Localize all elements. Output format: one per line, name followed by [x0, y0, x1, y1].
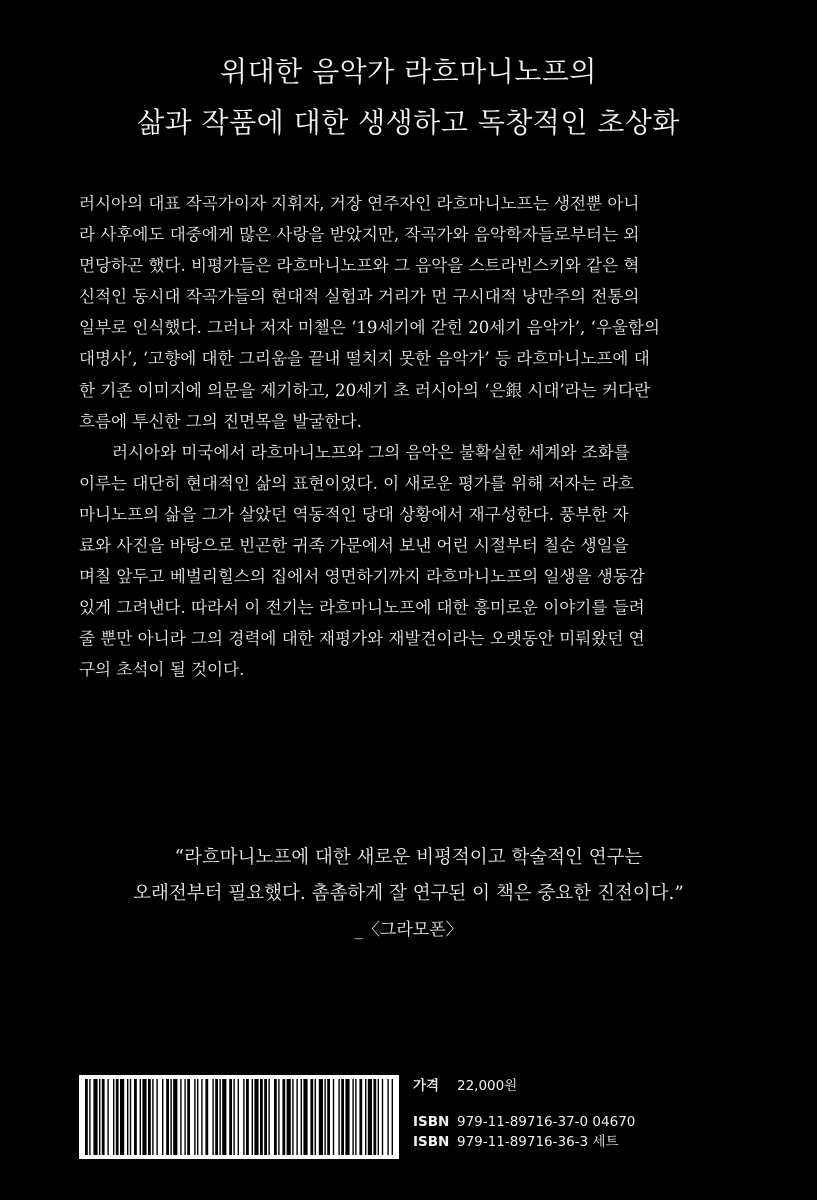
- barcode-bar: [187, 1079, 190, 1155]
- barcode-bar: [116, 1079, 119, 1155]
- barcode-bar: [140, 1079, 141, 1155]
- barcode-bar: [252, 1079, 253, 1155]
- barcode-bar: [274, 1079, 277, 1155]
- barcode-bar: [107, 1079, 108, 1155]
- barcode-bar: [296, 1079, 297, 1155]
- barcode-bar: [355, 1079, 356, 1155]
- barcode-bar: [278, 1079, 279, 1155]
- barcode-bar: [260, 1079, 263, 1155]
- barcode-bar: [212, 1079, 213, 1155]
- barcode-bar: [238, 1079, 239, 1155]
- barcode-bar: [99, 1079, 100, 1155]
- paragraph-2-line: 있게 그려낸다. 따라서 이 전기는 라흐마니노프에 대한 흥미로운 이야기를 들려: [79, 598, 645, 618]
- barcode-bar: [233, 1079, 234, 1155]
- barcode-bar: [382, 1079, 383, 1155]
- barcode-bar: [229, 1079, 232, 1155]
- barcode-bar: [287, 1079, 291, 1155]
- barcode-bar: [246, 1079, 249, 1155]
- barcode-bar: [127, 1079, 128, 1155]
- barcode-bar: [201, 1079, 202, 1155]
- paragraph-1-line: 일부로 인식했다. 그러나 저자 미첼은 ‘19세기에 갇힌 20세기 음악가’, ‘우울함의: [79, 318, 660, 338]
- barcode-bar: [324, 1079, 325, 1155]
- barcode-bar: [254, 1079, 258, 1155]
- barcode-bar: [148, 1079, 151, 1155]
- headline-line-2: 삶과 작품에 대한 생생하고 독창적인 초상화: [137, 106, 680, 139]
- paragraph-1-line: 한 기존 이미지에 의문을 제기하고, 20세기 초 러시아의 ‘은銀 시대’라는 커다란: [79, 380, 651, 400]
- quote-line-2: 오래전부터 필요했다. 촘촘하게 잘 연구된 이 책은 중요한 진전이다.”: [133, 883, 684, 904]
- review-quote: [0, 840, 817, 948]
- barcode-bar: [387, 1079, 388, 1155]
- quote-line-1: “라흐마니노프에 대한 새로운 비평적이고 학술적인 연구는: [174, 847, 643, 868]
- barcode-bar: [130, 1079, 131, 1155]
- barcode-bar: [222, 1079, 226, 1155]
- barcode-bar: [392, 1079, 393, 1155]
- paragraph-2-line: 줄 뿐만 아니라 그의 경력에 대한 재평가와 재발견이라는 오랫동안 미뤄왔던 연: [79, 629, 645, 649]
- isbn-label: ISBN: [413, 1114, 450, 1130]
- price-value: 22,000원: [457, 1078, 518, 1094]
- barcode-bar: [142, 1079, 146, 1155]
- barcode-bar: [333, 1079, 334, 1155]
- barcode-bar: [166, 1079, 169, 1155]
- barcode-bar: [319, 1079, 323, 1155]
- barcode-bar: [315, 1079, 316, 1155]
- paragraph-2-line: 마니노프의 삶을 그가 살았던 역동적인 당대 상황에서 재구성한다. 풍부한 자: [79, 504, 629, 524]
- barcode-bar: [268, 1079, 269, 1155]
- barcode-bar: [113, 1079, 114, 1155]
- barcode-bar: [338, 1079, 339, 1155]
- barcode-bar: [345, 1079, 349, 1155]
- barcode-bar: [162, 1079, 163, 1155]
- barcode-bar: [180, 1079, 181, 1155]
- isbn-set-value: 979-11-89716-36-3 세트: [457, 1134, 619, 1150]
- barcode-bar: [184, 1079, 185, 1155]
- barcode-bar: [219, 1079, 220, 1155]
- isbn-set-row: [413, 1132, 635, 1152]
- price-row: [413, 1076, 635, 1096]
- barcode-bar: [264, 1079, 267, 1155]
- barcode-bar: [120, 1079, 124, 1155]
- barcode-bar: [327, 1079, 330, 1155]
- barcode-bar: [134, 1079, 137, 1155]
- barcode-bar: [170, 1079, 171, 1155]
- quote-source: _〈그라모폰〉: [354, 920, 463, 940]
- barcode-bar: [102, 1079, 105, 1155]
- isbn-value: 979-11-89716-37-0 04670: [457, 1114, 636, 1130]
- barcode-bar: [373, 1079, 376, 1155]
- barcode-bar: [205, 1079, 208, 1155]
- isbn-set-label: ISBN: [413, 1134, 450, 1150]
- paragraph-1-line: 신적인 동시대 작곡가들의 현대적 실험과 거리가 먼 구시대적 낭만주의 전통의: [79, 287, 640, 307]
- paragraph-1-line: 흐름에 투신한 그의 진면목을 발굴한다.: [79, 411, 362, 431]
- barcode-bar: [89, 1079, 90, 1155]
- barcode-bar: [243, 1079, 244, 1155]
- description-text: [79, 188, 749, 686]
- barcode-bar: [282, 1079, 285, 1155]
- barcode-bar: [301, 1079, 302, 1155]
- paragraph-2-line: 러시아와 미국에서 라흐마니노프와 그의 음악은 불확실한 세계와 조화를: [112, 442, 630, 462]
- headline: [0, 46, 817, 148]
- barcode-bar: [156, 1079, 157, 1155]
- barcode-bar: [378, 1079, 379, 1155]
- barcode-bar: [365, 1079, 366, 1155]
- publication-info: [413, 1076, 635, 1152]
- barcode-bar: [368, 1079, 372, 1155]
- barcode-bar: [352, 1079, 353, 1155]
- barcode-bar: [292, 1079, 293, 1155]
- barcode-graphic: [79, 1075, 399, 1159]
- isbn-row: [413, 1112, 635, 1132]
- isbn-barcode: [79, 1075, 399, 1159]
- paragraph-1-line: 대명사’, ‘고향에 대한 그리움을 끝내 떨치지 못한 음악가’ 등 라흐마니노프에 대: [79, 349, 650, 369]
- barcode-bar: [215, 1079, 218, 1155]
- paragraph-1-line: 라 사후에도 대중에게 많은 사랑을 받았지만, 작곡가와 음악학자들로부터는 외: [79, 225, 640, 245]
- barcode-bar: [359, 1079, 362, 1155]
- paragraph-2-line: 이루는 대단히 현대적인 삶의 표현이었다. 이 새로운 평가를 위해 저자는 라흐: [79, 473, 634, 493]
- headline-line-1: 위대한 음악가 라흐마니노프의: [220, 55, 597, 88]
- paragraph-1-line: 러시아의 대표 작곡가이자 지휘자, 거장 연주자인 라흐마니노프는 생전뿐 아니: [79, 194, 640, 213]
- barcode-bar: [93, 1079, 97, 1155]
- barcode-bar: [194, 1079, 195, 1155]
- paragraph-2-line: 구의 초석이 될 것이다.: [79, 660, 245, 680]
- paragraph-1-line: 면당하곤 했다. 비평가들은 라흐마니노프와 그 음악을 스트라빈스키와 같은 혁: [79, 256, 640, 276]
- barcode-bar: [197, 1079, 198, 1155]
- barcode-bar: [341, 1079, 344, 1155]
- barcode-bar: [173, 1079, 177, 1155]
- paragraph-2-line: 료와 사진을 바탕으로 빈곤한 귀족 가문에서 보낸 어린 시절부터 칠순 생일을: [79, 536, 629, 556]
- barcode-bar: [310, 1079, 313, 1155]
- price-label: 가격: [413, 1078, 440, 1094]
- barcode-bar: [303, 1079, 307, 1155]
- barcode-bar: [85, 1079, 88, 1155]
- barcode-bar: [152, 1079, 153, 1155]
- paragraph-2-line: 며칠 앞두고 베벌리힐스의 집에서 영면하기까지 라흐마니노프의 일생을 생동감: [79, 567, 645, 587]
